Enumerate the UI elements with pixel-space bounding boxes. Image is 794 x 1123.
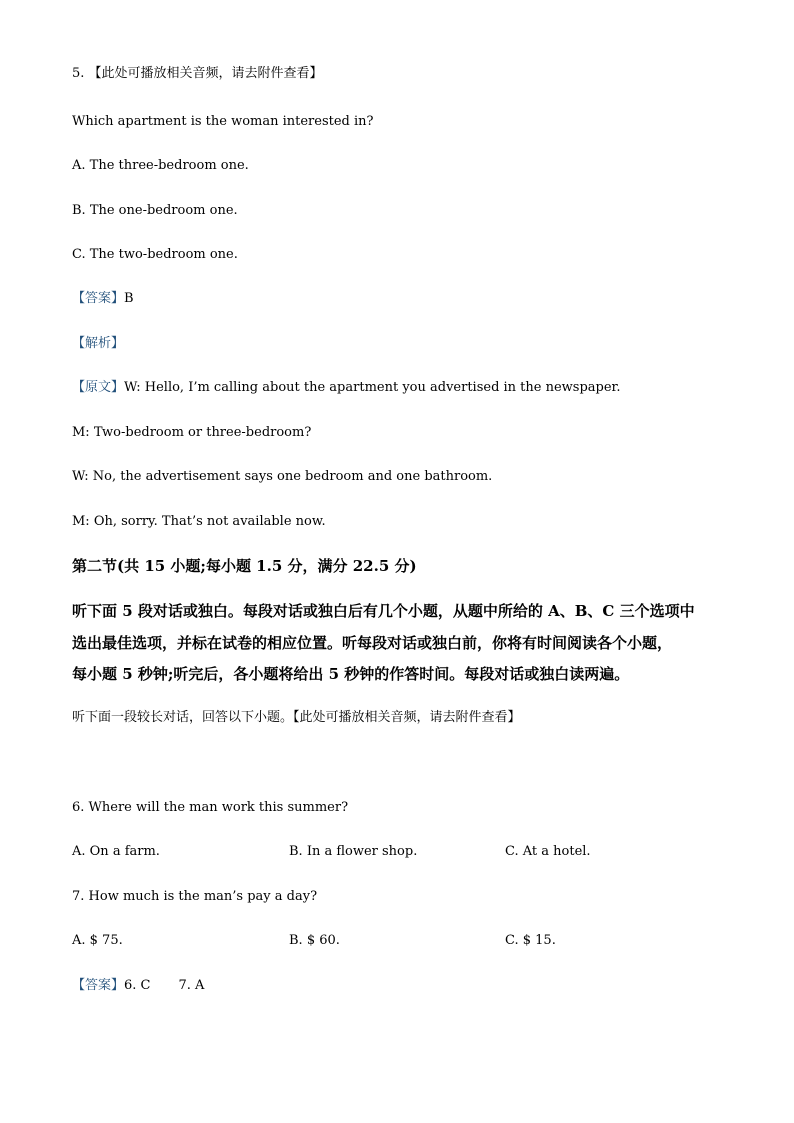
transcript-line: M: Oh, sorry. That’s not available now. [72, 514, 326, 529]
section-instructions-line: 选出最佳选项，并标在试卷的相应位置。听每段对话或独白前，你将有时间阅读各个小题， [72, 634, 673, 652]
transcript-line: W: No, the advertisement says one bedroom and one bathroom. [72, 469, 493, 484]
q6-question: 6. Where will the man work this summer? [72, 800, 349, 815]
q5-option-b: B. The one-bedroom one. [72, 203, 238, 218]
q5-transcript-line [72, 380, 620, 396]
q5-analysis-label: 【解析】 [72, 336, 125, 351]
q7-option-b: B. $ 60. [289, 933, 340, 948]
transcript-label: 【原文】 [72, 380, 125, 395]
q6-option-a: A. On a farm. [72, 844, 160, 859]
q5-option-c: C. The two-bedroom one. [72, 247, 238, 262]
transcript-line: M: Two-bedroom or three-bedroom? [72, 425, 312, 440]
answer-value: B [124, 291, 134, 306]
q7-option-c: C. $ 15. [505, 933, 556, 948]
q6-option-c: C. At a hotel. [505, 844, 591, 859]
answers-label: 【答案】 [72, 978, 125, 993]
q7-option-a: A. $ 75. [72, 933, 123, 948]
q5-question: Which apartment is the woman interested in? [72, 114, 374, 129]
section-instructions-line: 每小题 5 秒钟;听完后，各小题将给出 5 秒钟的作答时间。每段对话或独白读两遍。 [72, 665, 630, 683]
q5-option-a: A. The three-bedroom one. [72, 158, 249, 173]
q5-header: 5. 【此处可播放相关音频，请去附件查看】 [72, 66, 323, 81]
answer-7: 7. A [178, 978, 205, 993]
section-intro: 听下面一段较长对话，回答以下小题。【此处可播放相关音频，请去附件查看】 [72, 710, 521, 725]
answer-label: 【答案】 [72, 291, 125, 306]
answer-6: 6. C [124, 978, 151, 993]
section-instructions-line: 听下面 5 段对话或独白。每段对话或独白后有几个小题，从题中所给的 A、B、C 三个选项中 [72, 602, 695, 620]
section-title: 第二节(共 15 小题;每小题 1.5 分，满分 22.5 分) [72, 557, 417, 575]
q5-answer [72, 291, 134, 307]
transcript-text: W: Hello, I’m calling about the apartment you advertised in the newspaper. [124, 380, 621, 395]
q7-question: 7. How much is the man’s pay a day? [72, 889, 318, 904]
answers-line [72, 978, 204, 994]
q6-option-b: B. In a flower shop. [289, 844, 418, 859]
